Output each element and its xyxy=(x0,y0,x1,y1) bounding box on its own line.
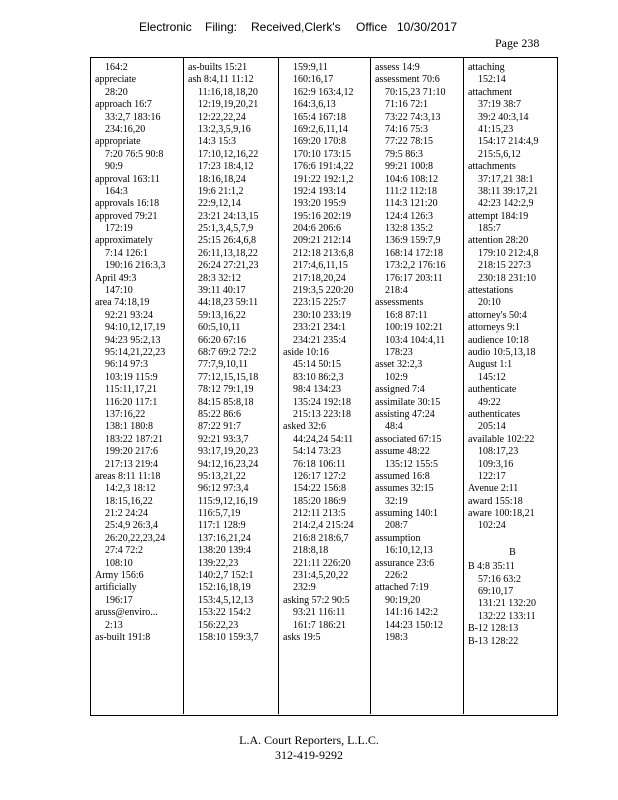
index-page-refs: 26:20,22,23,24 xyxy=(105,532,166,544)
index-page-refs: 22:9,12,14 xyxy=(198,198,241,210)
index-page-refs: 190:16 216:3,3 xyxy=(105,260,166,272)
index-entry: appropriate xyxy=(95,136,141,148)
index-page-refs: 108:17,23 xyxy=(478,446,519,458)
index-page-refs: 230:18 231:10 xyxy=(478,272,537,284)
index-page-refs: 71:16 72:1 xyxy=(385,99,429,111)
index-page-refs: 116:5,7,19 xyxy=(198,508,241,520)
column-divider xyxy=(278,58,279,714)
index-page-refs: 165:4 167:18 xyxy=(293,111,347,123)
index-page-refs: 37:19 38:7 xyxy=(478,99,522,111)
index-entry: approximately xyxy=(95,235,153,247)
index-page-refs: 25:4,9 26:3,4 xyxy=(105,520,159,532)
index-entry: assurance 23:6 xyxy=(375,557,435,569)
index-page-refs: 54:14 73:23 xyxy=(293,446,342,458)
index-entry: approvals 16:18 xyxy=(95,198,160,210)
index-page-refs: 23:21 24:13,15 xyxy=(198,210,259,222)
index-page-refs: 176:6 191:4,22 xyxy=(293,161,354,173)
index-entry: Avenue 2:11 xyxy=(468,483,519,495)
index-page-refs: 48:4 xyxy=(385,421,403,433)
index-entry: attachments xyxy=(468,161,516,173)
index-page-refs: 73:22 74:3,13 xyxy=(385,111,441,123)
index-entry: area 74:18,19 xyxy=(95,297,150,309)
index-page-refs: 215:5,6,12 xyxy=(478,148,521,160)
index-page-refs: 12:19,19,20,21 xyxy=(198,99,259,111)
index-page-refs: 122:17 xyxy=(478,470,506,482)
index-page-refs: 114:3 121:20 xyxy=(385,198,438,210)
index-entry: aruss@enviro... xyxy=(95,607,158,619)
index-page-refs: 98:4 134:23 xyxy=(293,384,342,396)
index-page-refs: 138:1 180:8 xyxy=(105,421,154,433)
index-page-refs: 117:1 128:9 xyxy=(198,520,246,532)
index-page-refs: 104:6 108:12 xyxy=(385,173,439,185)
index-page-refs: 94:12,16,23,24 xyxy=(198,458,259,470)
index-page-refs: 100:19 102:21 xyxy=(385,322,444,334)
index-page-refs: 126:17 127:2 xyxy=(293,470,347,482)
index-page-refs: 17:23 18:4,12 xyxy=(198,161,254,173)
index-page-refs: 164:3 xyxy=(105,185,128,197)
index-entry: attorneys 9:1 xyxy=(468,322,520,334)
index-entry: assessment 70:6 xyxy=(375,74,440,86)
index-page-refs: 212:18 213:6,8 xyxy=(293,247,354,259)
index-entry: authenticate xyxy=(468,384,517,396)
index-entry: attached 7:19 xyxy=(375,582,429,594)
index-page-refs: 135:12 155:5 xyxy=(385,458,439,470)
index-page-refs: 26:24 27:21,23 xyxy=(198,260,259,272)
reporter-name: L.A. Court Reporters, L.L.C. xyxy=(239,733,379,747)
index-page-refs: 230:10 233:19 xyxy=(293,309,352,321)
index-page-refs: 208:7 xyxy=(385,520,408,532)
index-page-refs: 195:16 202:19 xyxy=(293,210,352,222)
index-page-refs: 78:12 79:1,19 xyxy=(198,384,254,396)
index-page-refs: 147:10 xyxy=(105,285,133,297)
index-entry: Army 156:6 xyxy=(95,570,144,582)
index-page-refs: 162:9 163:4,12 xyxy=(293,86,354,98)
index-entry: attorney's 50:4 xyxy=(468,309,527,321)
index-page-refs: 96:14 97:3 xyxy=(105,359,149,371)
index-page-refs: 16:8 87:11 xyxy=(385,309,428,321)
index-column-4 xyxy=(375,62,464,644)
index-page-refs: 33:2,7 183:16 xyxy=(105,111,161,123)
index-page-refs: 154:22 156:8 xyxy=(293,483,347,495)
index-page-refs: 27:4 72:2 xyxy=(105,545,144,557)
index-page-refs: 176:17 203:11 xyxy=(385,272,443,284)
index-entry: approval 163:11 xyxy=(95,173,160,185)
index-entry: assumed 16:8 xyxy=(375,470,430,482)
index-page-refs: 115:9,12,16,19 xyxy=(198,495,258,507)
index-page-refs: 191:22 192:1,2 xyxy=(293,173,354,185)
index-page-refs: 109:3,16 xyxy=(478,458,514,470)
index-entry: assigned 7:4 xyxy=(375,384,425,396)
index-page-refs: 216:8 218:6,7 xyxy=(293,532,349,544)
index-page-refs: 218:4 xyxy=(385,285,408,297)
index-page-refs: 66:20 67:16 xyxy=(198,334,247,346)
index-page-refs: 161:7 186:21 xyxy=(293,619,347,631)
index-page-refs: 20:10 xyxy=(478,297,501,309)
index-page-refs: 70:15,23 71:10 xyxy=(385,86,446,98)
index-page-refs: 108:10 xyxy=(105,557,133,569)
index-entry: associated 67:15 xyxy=(375,433,442,445)
section-letter: B xyxy=(509,547,516,559)
index-entry: artificially xyxy=(95,582,137,594)
index-page-refs: 77:22 78:15 xyxy=(385,136,434,148)
index-page-refs: 140:2,7 152:1 xyxy=(198,570,254,582)
header-date: 10/30/2017 xyxy=(397,20,458,34)
index-page-refs: 93:21 116:11 xyxy=(293,607,346,619)
index-page-refs: 59:13,16,22 xyxy=(198,309,246,321)
index-entry: August 1:1 xyxy=(468,359,513,371)
index-page-refs: 178:23 xyxy=(385,346,413,358)
index-entry: attention 28:20 xyxy=(468,235,529,247)
index-page-refs: 160:16,17 xyxy=(293,74,334,86)
index-page-refs: 94:23 95:2,13 xyxy=(105,334,161,346)
page-number: Page 238 xyxy=(495,36,540,50)
index-page-refs: 68:7 69:2 72:2 xyxy=(198,346,257,358)
index-page-refs: 25:1,3,4,5,7,9 xyxy=(198,223,254,235)
index-entry: approved 79:21 xyxy=(95,210,158,222)
index-page-refs: 28:20 xyxy=(105,86,128,98)
index-column-2 xyxy=(188,62,277,644)
index-page-refs: 44:18,23 59:11 xyxy=(198,297,259,309)
index-entry: aware 100:18,21 xyxy=(468,508,535,520)
index-page-refs: 21:2 24:24 xyxy=(105,508,149,520)
index-page-refs: 217:18,20,24 xyxy=(293,272,346,284)
index-page-refs: 141:16 142:2 xyxy=(385,607,439,619)
index-page-refs: 234:16,20 xyxy=(105,123,146,135)
index-page-refs: 60:5,10,11 xyxy=(198,322,241,334)
index-page-refs: 215:13 223:18 xyxy=(293,408,352,420)
index-page-refs: 179:10 212:4,8 xyxy=(478,247,539,259)
index-page-refs: 32:19 xyxy=(385,495,408,507)
index-page-refs: 13:2,3,5,9,16 xyxy=(198,123,251,135)
index-entry: authenticates xyxy=(468,408,521,420)
index-entry: assumes 32:15 xyxy=(375,483,434,495)
index-page-refs: 183:22 187:21 xyxy=(105,433,164,445)
index-page-refs: 103:4 104:4,11 xyxy=(385,334,446,346)
index-page-refs: 139:22,23 xyxy=(198,557,239,569)
index-page-refs: 76:18 106:11 xyxy=(293,458,346,470)
index-entry: asked 32:6 xyxy=(283,421,327,433)
index-entry: assume 48:22 xyxy=(375,446,430,458)
index-page-refs: 11:16,18,18,20 xyxy=(198,86,258,98)
index-page-refs: 168:14 172:18 xyxy=(385,247,444,259)
index-entry: appreciate xyxy=(95,74,137,86)
index-column-5 xyxy=(468,62,557,648)
index-page-refs: 92:21 93:3,7 xyxy=(198,433,249,445)
index-page-refs: 173:2,2 176:16 xyxy=(385,260,446,272)
index-page-refs: 79:5 86:3 xyxy=(385,148,424,160)
index-page-refs: 57:16 63:2 xyxy=(478,573,522,585)
index-page-refs: 25:15 26:4,6,8 xyxy=(198,235,257,247)
index-entry: attempt 184:19 xyxy=(468,210,529,222)
index-page-refs: 39:2 40:3,14 xyxy=(478,111,529,123)
index-page-refs: 164:3,6,13 xyxy=(293,99,336,111)
index-page-refs: 115:11,17,21 xyxy=(105,384,158,396)
index-page-refs: 226:2 xyxy=(385,570,408,582)
index-entry: award 155:18 xyxy=(468,495,523,507)
index-entry: B 4:8 35:11 xyxy=(468,561,515,573)
index-page-refs: 44:24,24 54:11 xyxy=(293,433,354,445)
index-entry: approach 16:7 xyxy=(95,99,152,111)
index-entry: asset 32:2,3 xyxy=(375,359,423,371)
index-page-refs: 223:15 225:7 xyxy=(293,297,347,309)
index-page-refs: 209:21 212:14 xyxy=(293,235,352,247)
index-page-refs: 37:17,21 38:1 xyxy=(478,173,534,185)
header-filing: Filing: xyxy=(205,20,238,34)
header-electronic: Electronic xyxy=(139,20,192,34)
index-entry: audience 10:18 xyxy=(468,334,529,346)
index-entry: asking 57:2 90:5 xyxy=(283,594,350,606)
index-entry: assessments xyxy=(375,297,424,309)
index-page-refs: 138:20 139:4 xyxy=(198,545,252,557)
index-page-refs: 83:10 86:2,3 xyxy=(293,371,344,383)
index-page-refs: 145:12 xyxy=(478,371,506,383)
index-page-refs: 2:13 xyxy=(105,619,123,631)
index-page-refs: 90:19,20 xyxy=(385,594,421,606)
index-page-refs: 169:2,6,11,14 xyxy=(293,123,348,135)
index-page-refs: 85:22 86:6 xyxy=(198,408,242,420)
index-page-refs: 77:7,9,10,11 xyxy=(198,359,248,371)
index-page-refs: 93:17,19,20,23 xyxy=(198,446,259,458)
index-page-refs: 14:3 15:3 xyxy=(198,136,237,148)
index-page-refs: 196:17 xyxy=(105,594,133,606)
reporter-phone: 312-419-9292 xyxy=(275,748,343,762)
index-entry: available 102:22 xyxy=(468,433,535,445)
index-page-refs: 212:11 213:5 xyxy=(293,508,346,520)
index-page-refs: 42:23 142:2,9 xyxy=(478,198,534,210)
index-page-refs: 94:10,12,17,19 xyxy=(105,322,166,334)
index-page-refs: 156:22,23 xyxy=(198,619,239,631)
index-page-refs: 132:8 135:2 xyxy=(385,223,434,235)
index-page-refs: 18:16,18,24 xyxy=(198,173,246,185)
index-page-refs: 74:16 75:3 xyxy=(385,123,429,135)
index-entry xyxy=(468,533,557,545)
index-page-refs: 95:13,21,22 xyxy=(198,470,246,482)
index-page-refs: 199:20 217:6 xyxy=(105,446,159,458)
index-page-refs: 69:10,17 xyxy=(478,586,514,598)
index-page-refs: 205:14 xyxy=(478,421,506,433)
index-entry: aside 10:16 xyxy=(283,346,329,358)
index-page-refs: 217:13 219:4 xyxy=(105,458,159,470)
index-page-refs: 7:14 126:1 xyxy=(105,247,149,259)
index-page-refs: 92:21 93:24 xyxy=(105,309,154,321)
index-entry: assisting 47:24 xyxy=(375,408,435,420)
index-page-refs: 153:4,5,12,13 xyxy=(198,594,254,606)
index-page-refs: 192:4 193:14 xyxy=(293,185,347,197)
index-page-refs: 19:6 21:1,2 xyxy=(198,185,244,197)
index-page-refs: 214:2,4 215:24 xyxy=(293,520,354,532)
index-page-refs: 164:2 xyxy=(105,62,128,73)
index-page-refs: 152:16,18,19 xyxy=(198,582,251,594)
index-page-refs: 16:10,12,13 xyxy=(385,545,433,557)
index-page-refs: 131:21 132:20 xyxy=(478,598,537,610)
index-entry: assumption xyxy=(375,532,421,544)
index-page-refs: 45:14 50:15 xyxy=(293,359,342,371)
index-page-refs: 158:10 159:3,7 xyxy=(198,631,259,643)
index-page-refs: 198:3 xyxy=(385,631,408,643)
index-page-refs: 152:14 xyxy=(478,74,506,86)
index-page-refs: 111:2 112:18 xyxy=(385,185,437,197)
index-entry: asks 19:5 xyxy=(283,631,321,643)
index-page-refs: 169:20 170:8 xyxy=(293,136,347,148)
index-entry: as-builts 15:21 xyxy=(188,62,248,73)
index-page-refs: 99:21 100:8 xyxy=(385,161,434,173)
index-page-refs: 137:16,21,24 xyxy=(198,532,251,544)
index-page-refs: 204:6 206:6 xyxy=(293,223,342,235)
index-page-refs: 38:11 39:17,21 xyxy=(478,185,539,197)
index-entry: as-built 191:8 xyxy=(95,631,151,643)
index-entry: B-13 128:22 xyxy=(468,635,519,647)
index-page-refs: 144:23 150:12 xyxy=(385,619,444,631)
index-page-refs: 132:22 133:11 xyxy=(478,610,536,622)
index-page-refs: 193:20 195:9 xyxy=(293,198,347,210)
index-entry: areas 8:11 11:18 xyxy=(95,470,161,482)
index-page-refs: 39:11 40:17 xyxy=(198,285,246,297)
index-entry: audio 10:5,13,18 xyxy=(468,346,536,358)
index-page-refs: 170:10 173:15 xyxy=(293,148,352,160)
index-page-refs: 41:15,23 xyxy=(478,123,514,135)
index-page-refs: 218:8,18 xyxy=(293,545,329,557)
index-page-refs: 84:15 85:8,18 xyxy=(198,396,254,408)
index-page-refs: 103:19 115:9 xyxy=(105,371,158,383)
index-page-refs: 234:21 235:4 xyxy=(293,334,347,346)
index-page-refs: 77:12,15,15,18 xyxy=(198,371,259,383)
index-page-refs: 232:9 xyxy=(293,582,316,594)
index-page-refs: 137:16,22 xyxy=(105,408,146,420)
index-entry: B-12 128:13 xyxy=(468,623,519,635)
index-page-refs: 12:22,22,24 xyxy=(198,111,246,123)
index-page-refs: 233:21 234:1 xyxy=(293,322,347,334)
index-page-refs: 185:20 186:9 xyxy=(293,495,347,507)
index-entry: April 49:3 xyxy=(95,272,137,284)
index-entry: ash 8:4,11 11:12 xyxy=(188,74,254,86)
index-page-refs: 159:9,11 xyxy=(293,62,328,73)
index-column-1 xyxy=(95,62,184,644)
index-column-3 xyxy=(283,62,372,644)
index-page-refs: 172:19 xyxy=(105,223,133,235)
index-page-refs: 116:20 117:1 xyxy=(105,396,158,408)
index-entry: attachment xyxy=(468,86,512,98)
index-page-refs: 49:22 xyxy=(478,396,501,408)
index-entry: attaching xyxy=(468,62,505,73)
index-page-refs: 90:9 xyxy=(105,161,123,173)
index-page-refs: 17:10,12,16,22 xyxy=(198,148,259,160)
index-page-refs: 95:14,21,22,23 xyxy=(105,346,166,358)
index-page-refs: 185:7 xyxy=(478,223,501,235)
index-page-refs: 217:4,6,11,15 xyxy=(293,260,348,272)
index-page-refs: 153:22 154:2 xyxy=(198,607,252,619)
index-page-refs: 26:11,13,18,22 xyxy=(198,247,258,259)
header-office: Office xyxy=(356,20,388,34)
index-page-refs: 96:12 97:3,4 xyxy=(198,483,249,495)
index-page-refs: 28:3 32:12 xyxy=(198,272,242,284)
index-page-refs: 102:9 xyxy=(385,371,408,383)
index-page-refs: 218:15 227:3 xyxy=(478,260,532,272)
index-entry: assimilate 30:15 xyxy=(375,396,441,408)
index-page-refs: 154:17 214:4,9 xyxy=(478,136,539,148)
index-page-refs: 135:24 192:18 xyxy=(293,396,352,408)
index-page-refs: 219:3,5 220:20 xyxy=(293,285,354,297)
index-page-refs: 221:11 226:20 xyxy=(293,557,351,569)
index-page-refs: 18:15,16,22 xyxy=(105,495,153,507)
index-page-refs: 136:9 159:7,9 xyxy=(385,235,441,247)
index-entry: assess 14:9 xyxy=(375,62,420,73)
index-entry: assuming 140:1 xyxy=(375,508,439,520)
index-page-refs: 14:2,3 18:12 xyxy=(105,483,156,495)
index-page-refs: 231:4,5,20,22 xyxy=(293,570,349,582)
index-page-refs: 87:22 91:7 xyxy=(198,421,242,433)
header-received-clerks: Received,Clerk's xyxy=(251,20,341,34)
index-page-refs: 102:24 xyxy=(478,520,506,532)
index-page-refs: 124:4 126:3 xyxy=(385,210,434,222)
index-entry: attestations xyxy=(468,285,513,297)
index-page-refs: 7:20 76:5 90:8 xyxy=(105,148,164,160)
